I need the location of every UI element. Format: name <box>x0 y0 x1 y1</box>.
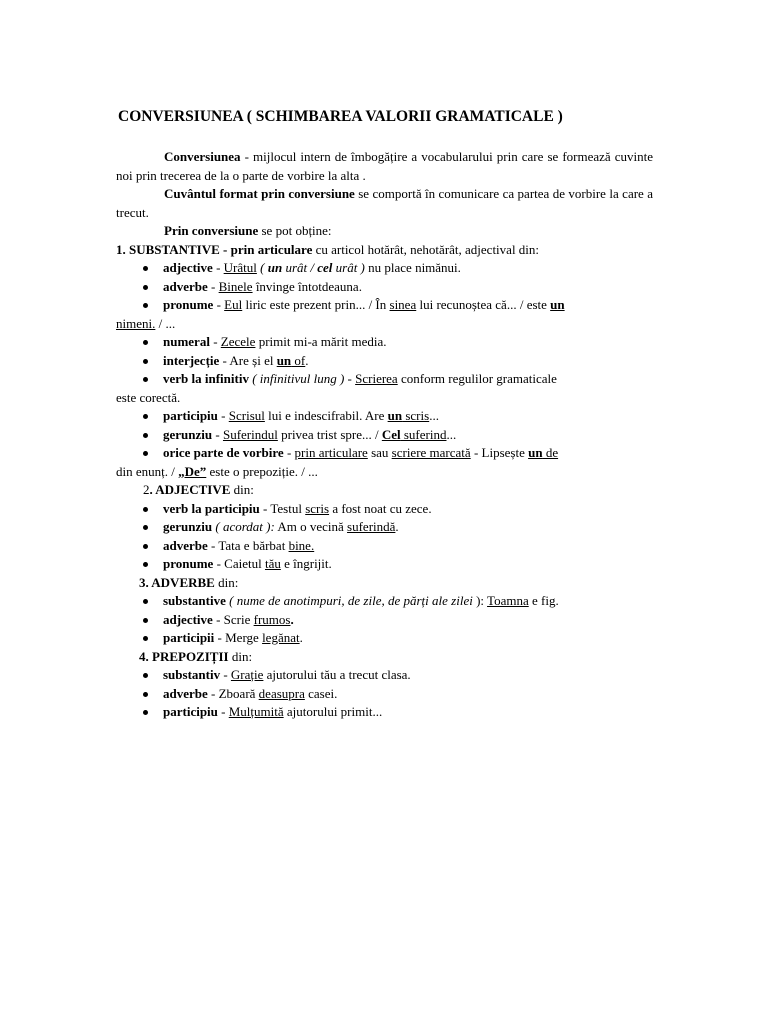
section-heading-adjective <box>143 481 653 500</box>
example: Grație <box>230 667 264 682</box>
text: - <box>217 704 229 719</box>
section-text: cu articol hotărât, nehotărât, adjectival din: <box>312 241 540 257</box>
text: nu place nimănui. <box>364 260 461 275</box>
text: lui e indescifrabil. Are <box>264 408 388 423</box>
section-heading-adverbe <box>139 574 653 593</box>
list-item <box>116 629 653 648</box>
example: Scrierea <box>355 371 398 386</box>
example: tău <box>264 556 281 571</box>
item-key: participiu <box>163 704 218 719</box>
text: primit mi-a mărit media. <box>255 334 387 349</box>
text: - <box>207 278 219 294</box>
article: un <box>276 352 292 368</box>
text: . <box>395 519 399 534</box>
list-substantive <box>116 259 653 481</box>
document-title: CONVERSIUNEA ( SCHIMBAREA VALORII GRAMATICALE ) <box>118 108 563 125</box>
text: . <box>290 611 294 627</box>
text: ... <box>446 426 457 442</box>
document-page <box>116 107 653 722</box>
text: urât / <box>282 260 318 275</box>
text: liric este prezent prin... / În <box>242 297 390 312</box>
section-title: 4. PREPOZIȚII <box>139 648 229 664</box>
text: - <box>209 334 221 349</box>
item-key: participiu <box>163 408 218 423</box>
text: urât ) <box>332 260 365 275</box>
example: Urâtul <box>223 260 257 275</box>
text: - <box>220 667 231 682</box>
section-text: din: <box>230 482 254 497</box>
list-item <box>116 500 653 519</box>
item-key: substantive <box>163 593 226 608</box>
list-item <box>116 555 653 574</box>
example: legănat <box>262 630 300 645</box>
list-item <box>116 611 653 630</box>
example: sinea <box>389 297 417 312</box>
example: Eul <box>224 297 243 312</box>
section-heading-substantive <box>116 241 653 260</box>
example: bine. <box>288 537 315 553</box>
item-key: adverbe <box>163 537 208 553</box>
text: ... <box>429 408 439 423</box>
list-item <box>116 259 653 278</box>
section-text: din: <box>214 574 239 590</box>
example: deasupra <box>258 685 305 701</box>
section-title: 1. SUBSTANTIVE - prin articulare <box>116 241 313 257</box>
intro-paragraph-1 <box>116 148 653 185</box>
text: sau <box>367 445 392 460</box>
text: . <box>299 630 303 645</box>
example: Zecele <box>220 334 256 349</box>
text: conform regulilor gramaticale <box>397 371 557 386</box>
text: ): <box>476 593 488 608</box>
item-key: adverbe <box>163 685 208 701</box>
example: Suferindul <box>222 426 278 442</box>
text: - <box>344 371 356 386</box>
item-key: pronume <box>163 556 214 571</box>
item-key: verb la participiu <box>163 500 260 516</box>
item-key: adverbe <box>163 278 208 294</box>
list-item <box>116 426 653 445</box>
item-key: substantiv <box>163 667 221 682</box>
list-item <box>116 518 653 537</box>
text: privea trist spre... / <box>277 426 382 442</box>
example: suferind <box>400 426 447 442</box>
article: un <box>387 408 403 423</box>
text: - Merge <box>214 630 263 645</box>
item-key: verb la infinitiv <box>163 371 249 386</box>
text: ajutorului tău a trecut clasa. <box>263 667 411 682</box>
italic-note: ( infinitivul lung ) <box>252 371 345 386</box>
article: cel <box>317 260 333 275</box>
text: - Zboară <box>207 685 259 701</box>
example: scris <box>402 408 430 423</box>
list-item <box>116 352 653 371</box>
intro-text: se comportă în comunicare ca partea de vorbire la care a trecut. <box>116 186 654 220</box>
item-key: adjective <box>163 611 213 627</box>
text: - Tata e bărbat <box>207 537 289 553</box>
list-item <box>116 444 653 481</box>
intro-text: - mijlocul intern de îmbogățire a vocabularului prin care se formează cuvinte noi prin trecerea de la o parte de vorbire la alta . <box>116 149 653 183</box>
list-adverbe <box>116 592 653 648</box>
list-item <box>116 592 653 611</box>
text: Am o vecină <box>274 519 348 534</box>
example: frumos <box>253 611 291 627</box>
list-adjective <box>116 500 653 574</box>
list-item <box>116 666 653 685</box>
item-key: interjecție <box>163 352 220 368</box>
term-cuvant-format: Cuvântul format prin conversiune <box>164 186 355 201</box>
text: - <box>283 445 295 460</box>
list-item <box>116 703 653 722</box>
example: scris <box>305 500 330 516</box>
text: - <box>217 408 229 423</box>
list-item <box>116 370 653 407</box>
example: Mulțumită <box>228 704 284 719</box>
text: e îngrijit. <box>280 556 332 571</box>
example: of <box>291 352 306 368</box>
text: a fost noat cu zece. <box>329 500 432 516</box>
section-title: 3. ADVERBE <box>139 574 215 590</box>
article: Cel <box>381 426 401 442</box>
text: / ... <box>155 315 176 331</box>
italic-note: ( nume de anotimpuri, de zile, de părți ale zilei <box>229 593 477 608</box>
text: - Scrie <box>212 611 254 627</box>
text: este o prepoziție. / ... <box>206 463 318 479</box>
list-item <box>116 685 653 704</box>
list-item <box>116 407 653 426</box>
text: e fig. <box>528 593 559 608</box>
example: prin articulare <box>294 445 368 460</box>
article: un <box>528 445 543 460</box>
example: Binele <box>218 278 253 294</box>
example: Scrisul <box>228 408 265 423</box>
item-key: numeral <box>163 334 210 349</box>
example: scriere marcată <box>391 445 471 460</box>
intro-text: se pot obține: <box>258 223 332 238</box>
text: - Testul <box>259 500 306 516</box>
list-item <box>116 537 653 556</box>
item-key: pronume <box>163 297 214 312</box>
text: - <box>212 426 223 442</box>
text: - Caietul <box>213 556 265 571</box>
list-item <box>116 278 653 297</box>
text: - Lipsește <box>470 445 529 460</box>
item-key: gerunziu <box>163 426 213 442</box>
text: ajutorului primit... <box>283 704 383 719</box>
text: ( <box>256 260 268 275</box>
section-title: . ADJECTIVE <box>149 482 231 497</box>
term-conversiunea: Conversiunea <box>164 149 241 164</box>
example: Toamna <box>487 593 529 608</box>
item-key: orice parte de vorbire <box>163 445 284 460</box>
example: „De” <box>178 463 207 479</box>
text: din enunț. / <box>116 463 179 479</box>
item-key: participii <box>163 630 215 645</box>
text: casei. <box>304 685 338 701</box>
term-prin-conversiune: Prin conversiune <box>164 223 259 238</box>
section-heading-prepozitii <box>139 648 653 667</box>
text: lui recunoștea că... / este <box>416 297 551 312</box>
intro-paragraph-3 <box>116 222 653 241</box>
item-key: adjective <box>163 260 213 275</box>
example: de <box>542 445 559 460</box>
italic-note: ( acordat ): <box>215 519 275 534</box>
article: un <box>267 260 283 275</box>
list-item <box>116 333 653 352</box>
text: - <box>212 260 224 275</box>
section-number: 2 <box>143 482 150 497</box>
text: . <box>305 352 309 368</box>
list-prepozitii <box>116 666 653 722</box>
item-key: gerunziu <box>163 519 213 534</box>
example: suferindă <box>347 519 396 534</box>
text: învinge întotdeauna. <box>252 278 362 294</box>
text: este corectă. <box>116 389 181 405</box>
example: nimeni. <box>116 315 156 331</box>
section-text: din: <box>228 648 253 664</box>
text: - <box>213 297 225 312</box>
list-item <box>116 296 653 333</box>
intro-paragraph-2 <box>116 185 653 222</box>
article: un <box>550 297 565 312</box>
text: - Are și el <box>219 352 277 368</box>
